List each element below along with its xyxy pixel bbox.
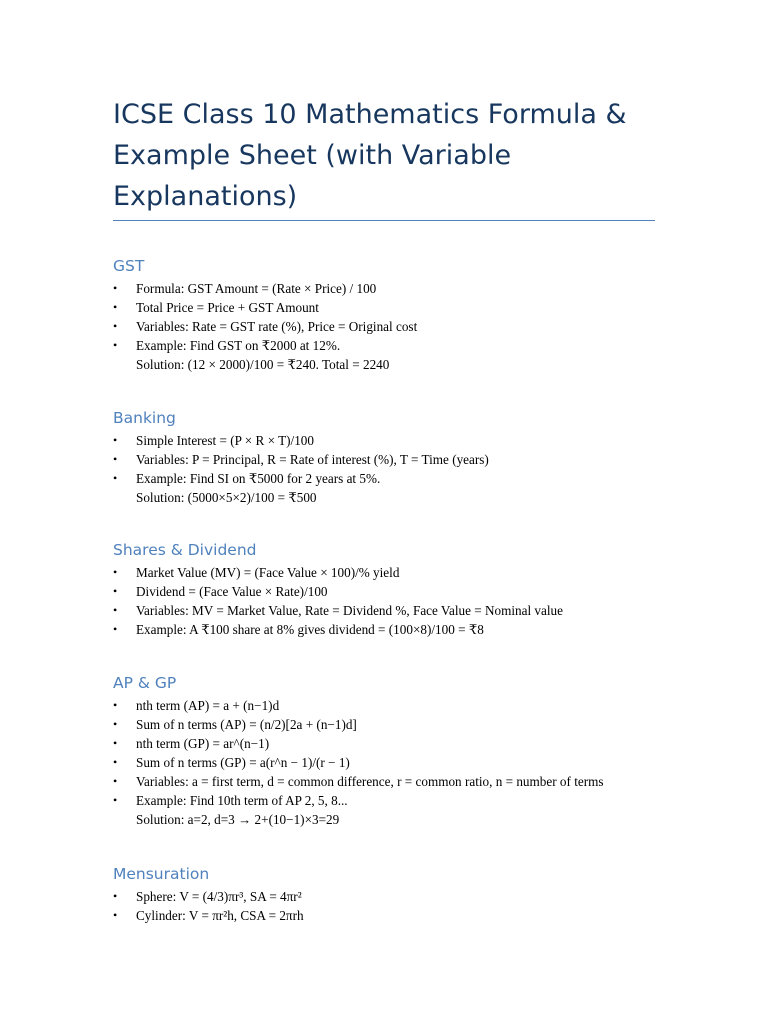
list-item [113,431,733,450]
formula-list [113,279,733,374]
bullet-icon: • [113,319,118,333]
bullet-icon: • [113,300,118,314]
bullet-icon: • [113,471,118,485]
bullet-icon: • [113,622,118,636]
list-item [113,696,733,715]
item-text: Example: Find GST on ₹2000 at 12%. [136,338,341,353]
list-item [113,469,733,507]
list-item [113,620,733,639]
bullet-icon: • [113,908,118,922]
list-item [113,791,733,829]
bullet-icon: • [113,338,118,352]
document-title: ICSE Class 10 Mathematics Formula & Example Sheet (with Variable Explanations) [113,99,627,212]
bullet-icon: • [113,793,118,807]
section-ap-gp [113,670,733,829]
solution-text: Solution: (12 × 2000)/100 = ₹240. Total = 2240 [136,357,390,372]
formula-list [113,431,733,507]
list-item [113,887,733,906]
list-item [113,753,733,772]
bullet-icon: • [113,433,118,447]
section-heading: Shares & Dividend [113,541,257,559]
item-text: Sum of n terms (GP) = a(r^n − 1)/(r − 1) [136,755,350,770]
section-heading: AP & GP [113,674,177,692]
item-text: Example: Find SI on ₹5000 for 2 years at 5%. [136,471,381,486]
title-underline [113,220,655,221]
item-text: Variables: MV = Market Value, Rate = Dividend %, Face Value = Nominal value [136,603,563,618]
list-item [113,772,733,791]
item-text: nth term (AP) = a + (n−1)d [136,698,280,713]
item-text: nth term (GP) = ar^(n−1) [136,736,270,751]
bullet-icon: • [113,774,118,788]
solution-text: Solution: (5000×5×2)/100 = ₹500 [136,490,317,505]
bullet-icon: • [113,603,118,617]
list-item [113,298,733,317]
list-item [113,582,733,601]
bullet-icon: • [113,565,118,579]
item-text: Variables: P = Principal, R = Rate of interest (%), T = Time (years) [136,452,489,467]
bullet-icon: • [113,281,118,295]
solution-text: Solution: a=2, d=3 → 2+(10−1)×3=29 [136,812,340,827]
bullet-icon: • [113,736,118,750]
section-banking [113,405,733,507]
section-heading: GST [113,257,145,275]
item-text: Sphere: V = (4/3)πr³, SA = 4πr² [136,889,302,904]
item-text: Variables: a = first term, d = common difference, r = common ratio, n = number of terms [136,774,604,789]
item-text: Example: Find 10th term of AP 2, 5, 8... [136,793,348,808]
list-item [113,601,733,620]
bullet-icon: • [113,698,118,712]
section-gst [113,253,733,374]
section-heading: Mensuration [113,865,210,883]
list-item [113,336,733,374]
item-text: Cylinder: V = πr²h, CSA = 2πrh [136,908,304,923]
bullet-icon: • [113,452,118,466]
section-heading: Banking [113,409,176,427]
section-mensuration [113,861,733,925]
list-item [113,734,733,753]
item-text: Dividend = (Face Value × Rate)/100 [136,584,328,599]
bullet-icon: • [113,889,118,903]
bullet-icon: • [113,717,118,731]
item-text: Market Value (MV) = (Face Value × 100)/% yield [136,565,400,580]
list-item [113,317,733,336]
formula-list [113,887,733,925]
list-item [113,563,733,582]
item-text: Formula: GST Amount = (Rate × Price) / 100 [136,281,377,296]
bullet-icon: • [113,584,118,598]
formula-list [113,696,733,829]
list-item [113,715,733,734]
list-item [113,450,733,469]
item-text: Example: A ₹100 share at 8% gives dividend = (100×8)/100 = ₹8 [136,622,484,637]
item-text: Variables: Rate = GST rate (%), Price = Original cost [136,319,418,334]
item-text: Total Price = Price + GST Amount [136,300,319,315]
list-item [113,279,733,298]
item-text: Sum of n terms (AP) = (n/2)[2a + (n−1)d] [136,717,357,732]
list-item [113,906,733,925]
section-shares-dividend [113,537,733,639]
item-text: Simple Interest = (P × R × T)/100 [136,433,314,448]
formula-list [113,563,733,639]
bullet-icon: • [113,755,118,769]
